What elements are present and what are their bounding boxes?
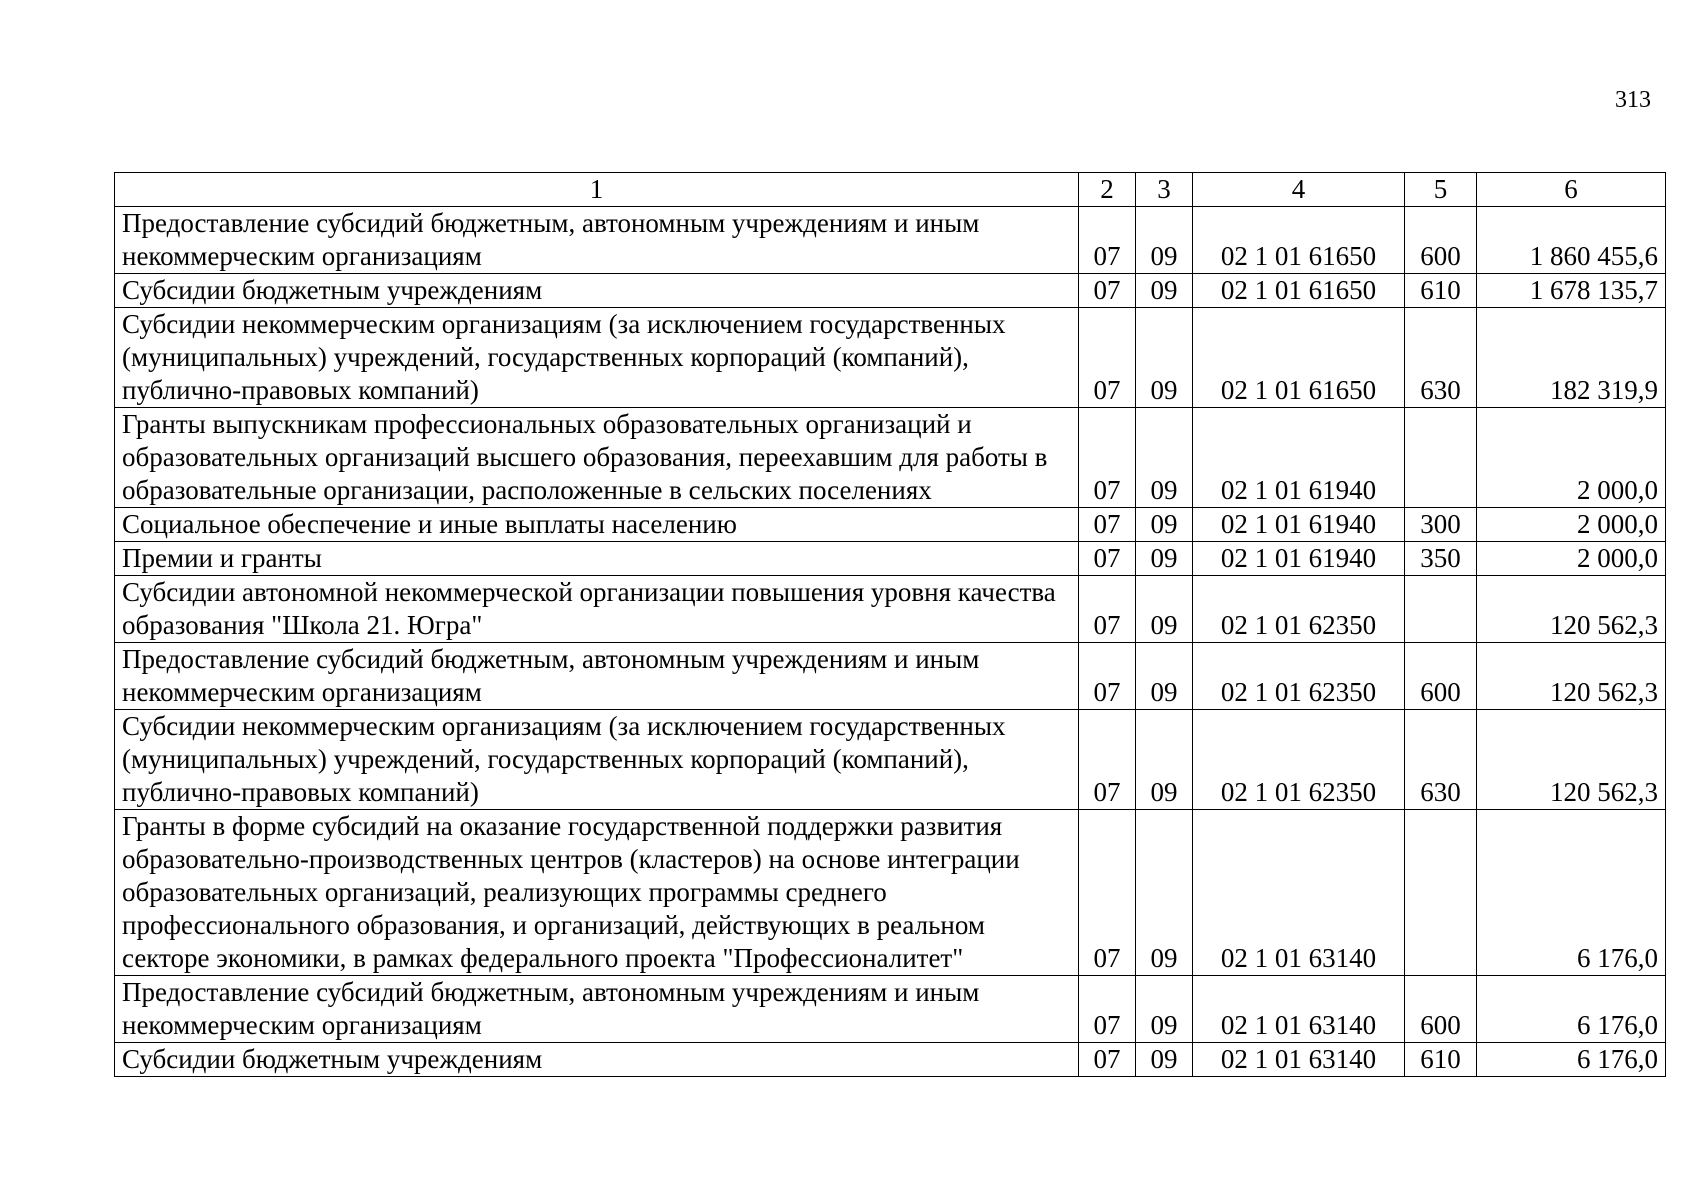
- row-target-code: 02 1 01 62350: [1193, 576, 1405, 643]
- column-header-5: 5: [1405, 173, 1477, 207]
- table-row: [115, 542, 1666, 576]
- column-header-2: 2: [1079, 173, 1136, 207]
- row-amount: 120 562,3: [1477, 576, 1666, 643]
- row-name: Социальное обеспечение и иные выплаты населению: [115, 508, 1079, 542]
- budget-table: [114, 172, 1666, 1077]
- row-expense-type: 350: [1405, 542, 1477, 576]
- row-amount: 6 176,0: [1477, 810, 1666, 976]
- row-target-code: 02 1 01 61940: [1193, 408, 1405, 508]
- table-body: [115, 207, 1666, 1077]
- column-header-4: 4: [1193, 173, 1405, 207]
- row-section: 07: [1079, 810, 1136, 976]
- table-row: [115, 976, 1666, 1043]
- row-name: Предоставление субсидий бюджетным, автономным учреждениям и иным некоммерческим организациям: [115, 207, 1079, 274]
- row-expense-type: [1405, 576, 1477, 643]
- row-amount: 2 000,0: [1477, 408, 1666, 508]
- row-amount: 2 000,0: [1477, 508, 1666, 542]
- row-section: 07: [1079, 1043, 1136, 1077]
- column-header-6: 6: [1477, 173, 1666, 207]
- row-amount: 2 000,0: [1477, 542, 1666, 576]
- table-row: [115, 508, 1666, 542]
- row-name: Субсидии некоммерческим организациям (за исключением государственных (муниципальных) учреждений, государственных корпораций (компаний), публично-правовых компаний): [115, 308, 1079, 408]
- table-row: [115, 308, 1666, 408]
- row-name: Субсидии бюджетным учреждениям: [115, 1043, 1079, 1077]
- table-row: [115, 207, 1666, 274]
- row-section: 07: [1079, 408, 1136, 508]
- row-amount: 1 860 455,6: [1477, 207, 1666, 274]
- row-section: 07: [1079, 576, 1136, 643]
- row-amount: 120 562,3: [1477, 710, 1666, 810]
- row-name: Субсидии бюджетным учреждениям: [115, 274, 1079, 308]
- table-row: [115, 274, 1666, 308]
- page-number: 313: [1615, 87, 1651, 113]
- row-amount: 182 319,9: [1477, 308, 1666, 408]
- row-name: Премии и гранты: [115, 542, 1079, 576]
- row-subsection: 09: [1136, 710, 1193, 810]
- row-section: 07: [1079, 508, 1136, 542]
- row-section: 07: [1079, 308, 1136, 408]
- row-subsection: 09: [1136, 508, 1193, 542]
- row-expense-type: 610: [1405, 1043, 1477, 1077]
- row-expense-type: [1405, 408, 1477, 508]
- row-target-code: 02 1 01 63140: [1193, 810, 1405, 976]
- row-section: 07: [1079, 643, 1136, 710]
- row-target-code: 02 1 01 61650: [1193, 207, 1405, 274]
- row-target-code: 02 1 01 61940: [1193, 542, 1405, 576]
- row-subsection: 09: [1136, 542, 1193, 576]
- row-name: Гранты выпускникам профессиональных образовательных организаций и образовательных организаций высшего образования, переехавшим для работы в образовательные организации, расположенные в сельских поселениях: [115, 408, 1079, 508]
- row-name: Предоставление субсидий бюджетным, автономным учреждениям и иным некоммерческим организациям: [115, 976, 1079, 1043]
- row-subsection: 09: [1136, 274, 1193, 308]
- row-section: 07: [1079, 207, 1136, 274]
- row-expense-type: 300: [1405, 508, 1477, 542]
- row-amount: 1 678 135,7: [1477, 274, 1666, 308]
- row-amount: 6 176,0: [1477, 1043, 1666, 1077]
- row-target-code: 02 1 01 63140: [1193, 1043, 1405, 1077]
- row-section: 07: [1079, 710, 1136, 810]
- row-name: Субсидии автономной некоммерческой организации повышения уровня качества образования "Школа 21. Югра": [115, 576, 1079, 643]
- column-header-1: 1: [115, 173, 1079, 207]
- table-row: [115, 810, 1666, 976]
- table-row: [115, 408, 1666, 508]
- row-subsection: 09: [1136, 810, 1193, 976]
- row-amount: 120 562,3: [1477, 643, 1666, 710]
- table-row: [115, 710, 1666, 810]
- row-name: Гранты в форме субсидий на оказание государственной поддержки развития образовательно-производственных центров (кластеров) на основе интеграции образовательных организаций, реализующих программы среднего профессионального образования, и организаций, действующих в реальном секторе экономики, в рамках федерального проекта "Профессионалитет": [115, 810, 1079, 976]
- row-target-code: 02 1 01 61650: [1193, 274, 1405, 308]
- row-subsection: 09: [1136, 207, 1193, 274]
- row-subsection: 09: [1136, 408, 1193, 508]
- row-expense-type: 600: [1405, 643, 1477, 710]
- row-expense-type: 630: [1405, 710, 1477, 810]
- row-subsection: 09: [1136, 643, 1193, 710]
- row-target-code: 02 1 01 62350: [1193, 643, 1405, 710]
- table-row: [115, 643, 1666, 710]
- row-subsection: 09: [1136, 308, 1193, 408]
- row-expense-type: 600: [1405, 976, 1477, 1043]
- row-target-code: 02 1 01 63140: [1193, 976, 1405, 1043]
- table-row: [115, 1043, 1666, 1077]
- row-expense-type: 600: [1405, 207, 1477, 274]
- row-section: 07: [1079, 274, 1136, 308]
- row-expense-type: 610: [1405, 274, 1477, 308]
- row-section: 07: [1079, 976, 1136, 1043]
- row-section: 07: [1079, 542, 1136, 576]
- column-header-3: 3: [1136, 173, 1193, 207]
- row-target-code: 02 1 01 62350: [1193, 710, 1405, 810]
- row-expense-type: [1405, 810, 1477, 976]
- row-subsection: 09: [1136, 1043, 1193, 1077]
- row-target-code: 02 1 01 61940: [1193, 508, 1405, 542]
- row-subsection: 09: [1136, 976, 1193, 1043]
- row-name: Предоставление субсидий бюджетным, автономным учреждениям и иным некоммерческим организациям: [115, 643, 1079, 710]
- header-row: [115, 173, 1666, 207]
- row-expense-type: 630: [1405, 308, 1477, 408]
- table-row: [115, 576, 1666, 643]
- row-target-code: 02 1 01 61650: [1193, 308, 1405, 408]
- row-amount: 6 176,0: [1477, 976, 1666, 1043]
- row-subsection: 09: [1136, 576, 1193, 643]
- row-name: Субсидии некоммерческим организациям (за исключением государственных (муниципальных) учреждений, государственных корпораций (компаний), публично-правовых компаний): [115, 710, 1079, 810]
